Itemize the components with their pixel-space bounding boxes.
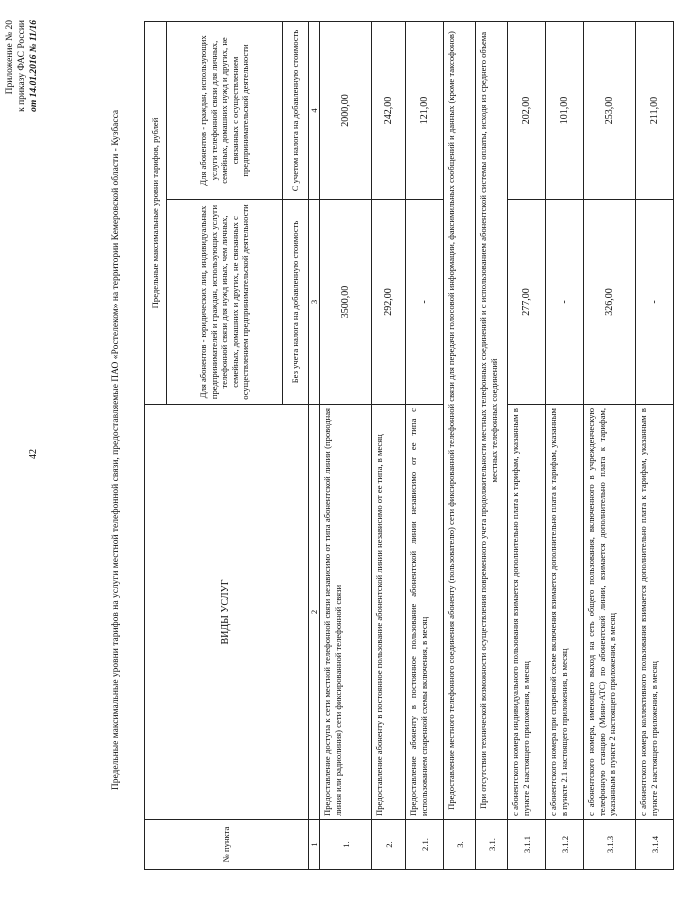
header-without-vat: Без учета налога на добавленную стоимость xyxy=(283,200,309,405)
row-price-with-vat: 101,00 xyxy=(546,21,584,199)
row-number: 3. xyxy=(444,820,476,870)
header-tariff-levels: Предельные максимальные уровни тарифов, рублей xyxy=(145,21,167,404)
row-price-with-vat: 121,00 xyxy=(406,21,444,199)
table-row xyxy=(476,21,508,869)
row-price-no-vat: - xyxy=(636,200,674,405)
header-item-number: № пункта xyxy=(145,820,309,870)
header-with-vat: С учетом налога на добавленную стоимость xyxy=(283,21,309,199)
row-price-no-vat: 326,00 xyxy=(584,200,636,405)
row-price-with-vat: 202,00 xyxy=(508,21,546,199)
table-row xyxy=(546,21,584,869)
header-legal-entities: Для абонентов - юридических лиц, индивидуальных предпринимателей и граждан, использующих услуги телефонной связи для нужд иных, чем личных, семейных, домашних и других, не связанных с осуществлением предпринимательской деятельности xyxy=(167,200,283,405)
row-section-heading: Предоставление местного телефонного соединения абоненту (пользователю) сети фиксированной телефонной связи для передачи голосовой информации, факсимильных сообщений и данных (кроме таксофонов) xyxy=(444,21,476,819)
row-service: Предоставление абоненту в постоянное пользование абонентской линии независимо от ее типа, в месяц xyxy=(372,405,406,820)
row-service: с абонентского номера коллективного пользования взимается дополнительно плата к тарифам, указанным в пункте 2 настоящего приложения, в месяц xyxy=(636,405,674,820)
row-number: 3.1.2 xyxy=(546,820,584,870)
table-row xyxy=(320,21,372,869)
table-row xyxy=(508,21,546,869)
header-service-types: ВИДЫ УСЛУГ xyxy=(145,405,309,820)
row-price-no-vat: - xyxy=(406,200,444,405)
table-row xyxy=(444,21,476,869)
table-row xyxy=(636,21,674,869)
row-price-with-vat: 253,00 xyxy=(584,21,636,199)
col-number-3: 3 xyxy=(309,200,320,405)
row-price-no-vat: - xyxy=(546,200,584,405)
row-price-with-vat: 2000,00 xyxy=(320,21,372,199)
appendix-number: Приложение № 20 xyxy=(5,20,15,95)
appendix-date: от 14.01.2016 № 11/16 xyxy=(29,20,39,112)
page-number: 42 xyxy=(28,449,39,459)
row-number: 3.1.3 xyxy=(584,820,636,870)
col-number-2: 2 xyxy=(309,405,320,820)
header-row-group xyxy=(145,21,167,869)
row-price-with-vat: 242,00 xyxy=(372,21,406,199)
row-service: Предоставление доступа к сети местной телефонной связи независимо от типа абонентской линии (проводная линия или радиолиния) сети фиксированной телефонной связи xyxy=(320,405,372,820)
row-price-no-vat: 292,00 xyxy=(372,200,406,405)
table-row xyxy=(406,21,444,869)
column-numbers-row xyxy=(309,21,320,869)
appendix-order: к приказу ФАС России xyxy=(17,20,27,112)
row-service: с абонентского номера, имеющего выход на сеть общего пользования, включенного в учрежденческую телефонную станцию (Мини-АТС) по абонентской линии, взимается дополнительно плата к тарифам, указанным в пункте 2 настоящего приложения, в месяц xyxy=(584,405,636,820)
row-price-with-vat: 211,00 xyxy=(636,21,674,199)
row-number: 3.1.4 xyxy=(636,820,674,870)
row-price-no-vat: 277,00 xyxy=(508,200,546,405)
document-title: Предельные максимальные уровни тарифов на услуги местной телефонной связи, предоставляемые ПАО «Ростелеком» на территории Кемеровской области - Кузбасса xyxy=(111,109,121,791)
appendix-header xyxy=(4,20,40,112)
row-section-heading: При отсутствии технической возможности осуществления повременного учета продолжительности местных телефонных соединений и с использованием абонентской системы оплаты, исходя из среднего объема местных телефонных соединений xyxy=(476,21,508,819)
row-service: с абонентского номера индивидуального пользования взимается дополнительно плата к тарифам, указанным в пункте 2 настоящего приложения, в месяц xyxy=(508,405,546,820)
col-number-1: 1 xyxy=(309,820,320,870)
row-number: 1. xyxy=(320,820,372,870)
col-number-4: 4 xyxy=(309,21,320,199)
row-number: 2. xyxy=(372,820,406,870)
row-price-no-vat: 3500,00 xyxy=(320,200,372,405)
row-service: Предоставление абоненту в постоянное пользование абонентской линии независимо от ее типа с использованием спаренной схемы включения, в месяц xyxy=(406,405,444,820)
table-row xyxy=(584,21,636,869)
row-service: с абонентского номера при спаренной схеме включения взимается дополнительно плата к тарифам, указанным в пункте 2.1 настоящего приложения, в месяц xyxy=(546,405,584,820)
header-citizens: Для абонентов - граждан, использующих услуги телефонной связи для личных, семейных, домашних нужд и других, не связанных с осуществлением предпринимательской деятельности xyxy=(167,21,283,199)
row-number: 3.1.1 xyxy=(508,820,546,870)
row-number: 3.1. xyxy=(476,820,508,870)
tariff-table xyxy=(144,21,674,870)
table-row xyxy=(372,21,406,869)
row-number: 2.1. xyxy=(406,820,444,870)
